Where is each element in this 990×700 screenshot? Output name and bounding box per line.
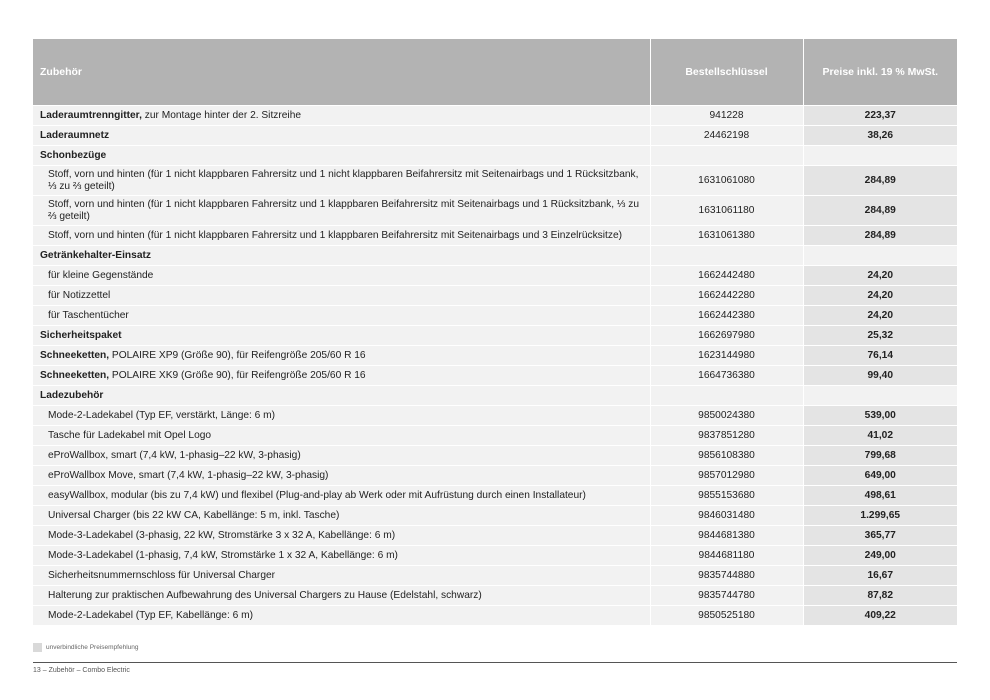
table-row: [33, 126, 957, 146]
row-description: [33, 346, 650, 366]
table-row: [33, 546, 957, 566]
row-title: Laderaumnetz: [40, 129, 110, 141]
table-row: [33, 346, 957, 366]
row-price: 409,22: [803, 606, 957, 626]
row-price: 539,00: [803, 406, 957, 426]
row-price: 1.299,65: [803, 506, 957, 526]
row-order-code: 941228: [650, 106, 803, 126]
section-empty-cell: [650, 146, 803, 166]
table-row: [33, 506, 957, 526]
row-price: 24,20: [803, 306, 957, 326]
row-price: 24,20: [803, 266, 957, 286]
footer-divider: [33, 662, 957, 663]
row-detail: POLAIRE XP9 (Größe 90), für Reifengröße 205/60 R 16: [109, 349, 366, 361]
row-description: [33, 366, 650, 386]
footnote-swatch: [33, 643, 42, 652]
table-row: [33, 586, 957, 606]
section-empty-cell: [803, 146, 957, 166]
row-order-code: 1623144980: [650, 346, 803, 366]
row-order-code: 24462198: [650, 126, 803, 146]
table-row: [33, 526, 957, 546]
row-order-code: 9837851280: [650, 426, 803, 446]
row-price: 365,77: [803, 526, 957, 546]
table-row: [33, 286, 957, 306]
page-footer: 13 – Zubehör – Combo Electric: [33, 667, 130, 674]
row-order-code: 9857012980: [650, 466, 803, 486]
row-description: [33, 126, 650, 146]
row-title: Schneeketten,: [40, 349, 110, 361]
row-price: 24,20: [803, 286, 957, 306]
table-row: [33, 196, 957, 226]
row-description: easyWallbox, modular (bis zu 7,4 kW) und flexibel (Plug-and-play ab Werk oder mit Aufrüstung durch einen Installateur): [33, 486, 650, 506]
section-row: [33, 386, 957, 406]
accessory-price-table-container: [33, 39, 957, 625]
table-row: [33, 466, 957, 486]
row-price: 249,00: [803, 546, 957, 566]
row-description: Stoff, vorn und hinten (für 1 nicht klappbaren Fahrersitz und 1 nicht klappbaren Beifahrersitz mit Seitenairbags und 1 Rücksitzbank, ⅓ zu ⅔ geteilt): [33, 166, 650, 196]
header-price: Preise inkl. 19 % MwSt.: [803, 39, 957, 106]
row-description: für Notizzettel: [33, 286, 650, 306]
row-order-code: 9835744780: [650, 586, 803, 606]
row-order-code: 1662442280: [650, 286, 803, 306]
row-price: 87,82: [803, 586, 957, 606]
footnote-text: unverbindliche Preisempfehlung: [46, 644, 139, 651]
table-row: [33, 226, 957, 246]
row-description: Halterung zur praktischen Aufbewahrung des Universal Chargers zu Hause (Edelstahl, schwarz): [33, 586, 650, 606]
row-order-code: 1664736380: [650, 366, 803, 386]
section-row: [33, 246, 957, 266]
row-price: 16,67: [803, 566, 957, 586]
row-price: 41,02: [803, 426, 957, 446]
row-price: 284,89: [803, 166, 957, 196]
section-empty-cell: [650, 386, 803, 406]
row-description: Tasche für Ladekabel mit Opel Logo: [33, 426, 650, 446]
row-price: 38,26: [803, 126, 957, 146]
row-order-code: 1631061380: [650, 226, 803, 246]
row-order-code: 9856108380: [650, 446, 803, 466]
table-row: [33, 166, 957, 196]
row-order-code: 9855153680: [650, 486, 803, 506]
table-row: [33, 366, 957, 386]
row-price: 76,14: [803, 346, 957, 366]
row-description: Mode-3-Ladekabel (1-phasig, 7,4 kW, Stromstärke 1 x 32 A, Kabellänge: 6 m): [33, 546, 650, 566]
section-empty-cell: [650, 246, 803, 266]
section-title: Getränkehalter-Einsatz: [33, 246, 650, 266]
row-description: Stoff, vorn und hinten (für 1 nicht klappbaren Fahrersitz und 1 klappbaren Beifahrersitz mit Seitenairbags und 1 Rücksitzbank, ⅓ zu ⅔ geteilt): [33, 196, 650, 226]
table-row: [33, 446, 957, 466]
row-description: Mode-2-Ladekabel (Typ EF, Kabellänge: 6 m): [33, 606, 650, 626]
table-row: [33, 426, 957, 446]
row-title: Laderaumtrenngitter,: [40, 109, 142, 121]
row-order-code: 1662697980: [650, 326, 803, 346]
row-order-code: 9846031480: [650, 506, 803, 526]
row-price: 284,89: [803, 226, 957, 246]
row-price: 799,68: [803, 446, 957, 466]
row-description: Universal Charger (bis 22 kW CA, Kabellänge: 5 m, inkl. Tasche): [33, 506, 650, 526]
row-price: 498,61: [803, 486, 957, 506]
row-description: eProWallbox Move, smart (7,4 kW, 1-phasig–22 kW, 3-phasig): [33, 466, 650, 486]
table-row: [33, 306, 957, 326]
row-price: 25,32: [803, 326, 957, 346]
row-order-code: 1631061080: [650, 166, 803, 196]
row-order-code: 9844681380: [650, 526, 803, 546]
row-description: für kleine Gegenstände: [33, 266, 650, 286]
table-header-row: [33, 39, 957, 106]
row-order-code: 1662442480: [650, 266, 803, 286]
section-empty-cell: [803, 246, 957, 266]
row-title: Sicherheitspaket: [40, 329, 122, 341]
row-description: für Taschentücher: [33, 306, 650, 326]
row-order-code: 9850525180: [650, 606, 803, 626]
row-description: Mode-3-Ladekabel (3-phasig, 22 kW, Stromstärke 3 x 32 A, Kabellänge: 6 m): [33, 526, 650, 546]
row-detail: POLAIRE XK9 (Größe 90), für Reifengröße 205/60 R 16: [109, 369, 366, 381]
accessory-price-table: [33, 39, 957, 625]
table-row: [33, 106, 957, 126]
row-price: 649,00: [803, 466, 957, 486]
section-row: [33, 146, 957, 166]
section-title: Ladezubehör: [33, 386, 650, 406]
table-row: [33, 406, 957, 426]
row-detail: zur Montage hinter der 2. Sitzreihe: [141, 109, 302, 121]
row-order-code: 1662442380: [650, 306, 803, 326]
table-row: [33, 606, 957, 626]
row-price: 99,40: [803, 366, 957, 386]
row-order-code: 9835744880: [650, 566, 803, 586]
price-footnote: [33, 643, 139, 652]
row-description: Mode-2-Ladekabel (Typ EF, verstärkt, Länge: 6 m): [33, 406, 650, 426]
header-item: Zubehör: [33, 39, 650, 106]
row-description: eProWallbox, smart (7,4 kW, 1-phasig–22 kW, 3-phasig): [33, 446, 650, 466]
row-description: Sicherheitsnummernschloss für Universal Charger: [33, 566, 650, 586]
table-row: [33, 266, 957, 286]
row-order-code: 1631061180: [650, 196, 803, 226]
row-description: [33, 106, 650, 126]
table-row: [33, 326, 957, 346]
table-row: [33, 566, 957, 586]
row-description: Stoff, vorn und hinten (für 1 nicht klappbaren Fahrersitz und 1 klappbaren Beifahrersitz mit Seitenairbags und 3 Einzelrücksitze): [33, 226, 650, 246]
section-empty-cell: [803, 386, 957, 406]
row-price: 223,37: [803, 106, 957, 126]
table-row: [33, 486, 957, 506]
row-description: [33, 326, 650, 346]
row-title: Schneeketten,: [40, 369, 110, 381]
row-order-code: 9844681180: [650, 546, 803, 566]
row-order-code: 9850024380: [650, 406, 803, 426]
section-title: Schonbezüge: [33, 146, 650, 166]
row-price: 284,89: [803, 196, 957, 226]
header-order-code: Bestellschlüssel: [650, 39, 803, 106]
